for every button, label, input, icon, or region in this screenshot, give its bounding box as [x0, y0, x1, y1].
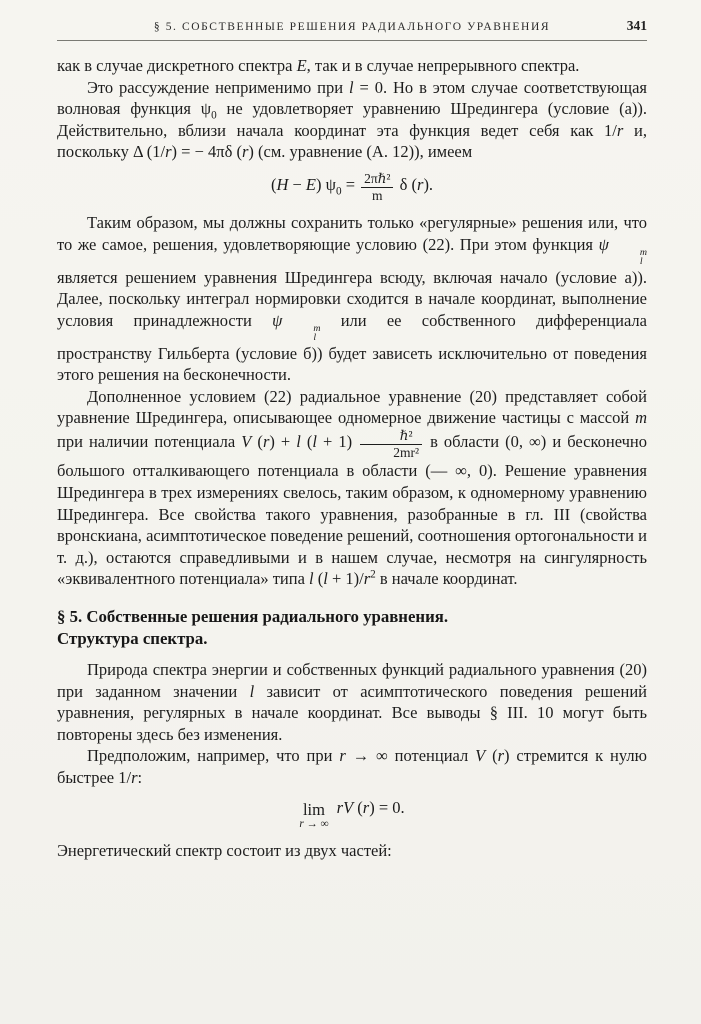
psi-sub-sup — [283, 324, 320, 343]
text-segment: r — [339, 746, 346, 766]
paragraph-closing — [57, 840, 647, 862]
text-segment: зависит от асимптотического поведения решений уравнения, регулярных в начале координат. Все выводы § III. 10 могут быть повторены здесь без изменения. — [57, 681, 647, 744]
text-segment: ( — [270, 175, 277, 195]
psi-superscript: m — [639, 246, 647, 258]
limit-subscript: r → ∞ — [299, 818, 329, 831]
paragraph-continuation — [57, 55, 647, 77]
text-segment: ) (см. уравнение (А. 12)), имеем — [248, 142, 473, 162]
text-segment: E — [305, 175, 317, 195]
text-segment: Природа спектра энергии и собственных функций радиального уравнения (20) при заданном значении — [57, 660, 647, 701]
text-segment: ( — [485, 746, 498, 766]
text-segment: r — [417, 175, 424, 195]
page-number: 341 — [626, 18, 647, 33]
fraction — [360, 429, 422, 460]
section-heading-line2: Структура спектра. — [57, 629, 208, 648]
text-segment: δ ( — [395, 175, 418, 195]
superscript: 2 — [370, 568, 376, 581]
text-segment: E — [296, 56, 307, 75]
text-segment: ). — [423, 175, 434, 195]
psi-subscript: l — [639, 256, 643, 268]
fraction — [361, 172, 393, 203]
text-segment: является решением уравнения Шредингера всюду, включая начало (условие а)). Далее, поскольку интеграл нормировки сходится в начале координат, выполнение условия принадлежности — [57, 267, 647, 330]
fraction-numerator: 2πℏ² — [361, 172, 393, 188]
text-segment: Это рассуждение неприменимо при — [87, 77, 349, 97]
psi-superscript: m — [313, 322, 321, 334]
text-segment: l — [249, 681, 255, 701]
text-segment: l — [312, 432, 317, 452]
text-segment: ( — [353, 797, 363, 817]
text-segment: ( — [251, 432, 263, 452]
limit-word: lim — [302, 799, 325, 819]
fraction-numerator: ℏ² — [360, 429, 422, 445]
text-segment: Дополненное условием (22) радиальное уравнение (20) представляет собой уравнение Шредингера, описывающее одномерное движение частицы с массой — [57, 386, 647, 428]
text-segment: ) + — [269, 432, 297, 452]
text-segment: − — [288, 175, 306, 195]
limit-operator — [299, 799, 329, 831]
equation-h-minus-e — [57, 172, 647, 203]
section-heading — [57, 606, 647, 650]
text-segment: r — [165, 142, 172, 162]
paragraph — [57, 745, 647, 788]
text-segment: ( — [313, 569, 324, 589]
text-segment: ) = − 4πδ ( — [171, 142, 242, 162]
text-segment: или ее собственного дифференциала пространству Гильберта (условие б)) будет зависеть исключительно от поведения этого решения на бесконечности. — [57, 310, 647, 385]
page-body — [57, 55, 647, 861]
psi-base: ψ — [598, 234, 609, 254]
text-segment: ) = 0. — [369, 797, 405, 817]
text-segment: r — [242, 142, 249, 162]
text-segment: и, поскольку Δ (1/ — [57, 120, 647, 162]
text-segment: r — [616, 120, 624, 140]
text-segment: ( — [300, 432, 313, 452]
text-segment: V — [241, 432, 252, 452]
text-segment: m — [635, 408, 647, 428]
text-segment: r — [131, 767, 138, 787]
text-segment: Предположим, например, что при — [87, 746, 340, 766]
text-segment: при наличии потенциала — [57, 432, 242, 452]
running-head-title: § 5. СОБСТВЕННЫЕ РЕШЕНИЯ РАДИАЛЬНОГО УРАВНЕНИЯ — [153, 21, 551, 33]
text-segment: r — [362, 797, 370, 817]
text-segment: = — [341, 175, 360, 195]
fraction-denominator: m — [372, 188, 383, 204]
paragraph — [57, 659, 647, 745]
text-segment: : — [137, 767, 143, 787]
text-segment: в области (0, ∞) и бесконечно большого отталкивающего потенциала в области (— ∞, 0). Решение уравнения Шредингера в трех измерениях свелось, таким образом, к одномерному уравнению Шредингера. Все свойства такого уравнения, разобранные в гл. III (свойства вронскиана, асимптотическое поведение решений, соотношения ортогональности и т. д.), остаются справедливыми и в нашем случае, несмотря на сингулярность «эквивалентного потенциала» типа — [57, 432, 647, 589]
text-segment: как в случае дискретного спектра — [57, 56, 297, 75]
text-segment: ) ψ — [316, 175, 336, 195]
psi-base: ψ — [272, 310, 283, 330]
text-segment: + 1)/ — [327, 569, 364, 589]
text-segment: , так и в случае непрерывного спектра. — [306, 56, 580, 75]
text-segment: → ∞ потенциал — [345, 746, 476, 766]
psi-subscript: l — [313, 332, 317, 344]
running-head — [57, 18, 647, 41]
paragraph — [57, 212, 647, 385]
paragraph — [57, 386, 647, 590]
paragraph — [57, 77, 647, 163]
text-segment: l — [296, 432, 301, 452]
text-segment: r — [262, 432, 270, 452]
text-segment: l — [309, 569, 314, 589]
text-segment: не удовлетворяет уравнению Шредингера (условие (а)). Действительно, вблизи начала координат эта функция ведет себя как 1/ — [57, 99, 648, 140]
text-segment: r — [497, 746, 505, 766]
text-segment: + 1) — [317, 432, 359, 452]
text-segment: = 0. Но в этом случае соответствующая волновая функция ψ — [57, 77, 647, 119]
text-segment: V — [475, 746, 486, 766]
text-segment: Таким образом, мы должны сохранить только «регулярные» решения или, что то же самое, решения, удовлетворяющие условию (22). При этом функция — [57, 213, 647, 254]
text-segment: Энергетический спектр состоит из двух частей: — [57, 840, 392, 860]
section-heading-line1: § 5. Собственные решения радиального уравнения. — [57, 607, 449, 626]
subscript: 0 — [335, 185, 342, 198]
text-segment: l — [323, 569, 328, 589]
fraction-denominator: 2mr² — [393, 445, 420, 461]
psi-sub-sup — [610, 248, 647, 267]
text-segment: H — [276, 175, 289, 195]
text-segment: l — [349, 77, 354, 97]
equation-limit — [57, 798, 647, 831]
text-segment: r — [363, 569, 371, 589]
text-segment: ) стремится к нулю быстрее 1/ — [57, 746, 647, 787]
text-segment: rV — [336, 797, 354, 817]
subscript: 0 — [211, 109, 217, 122]
text-segment: в начале координат. — [375, 569, 518, 589]
